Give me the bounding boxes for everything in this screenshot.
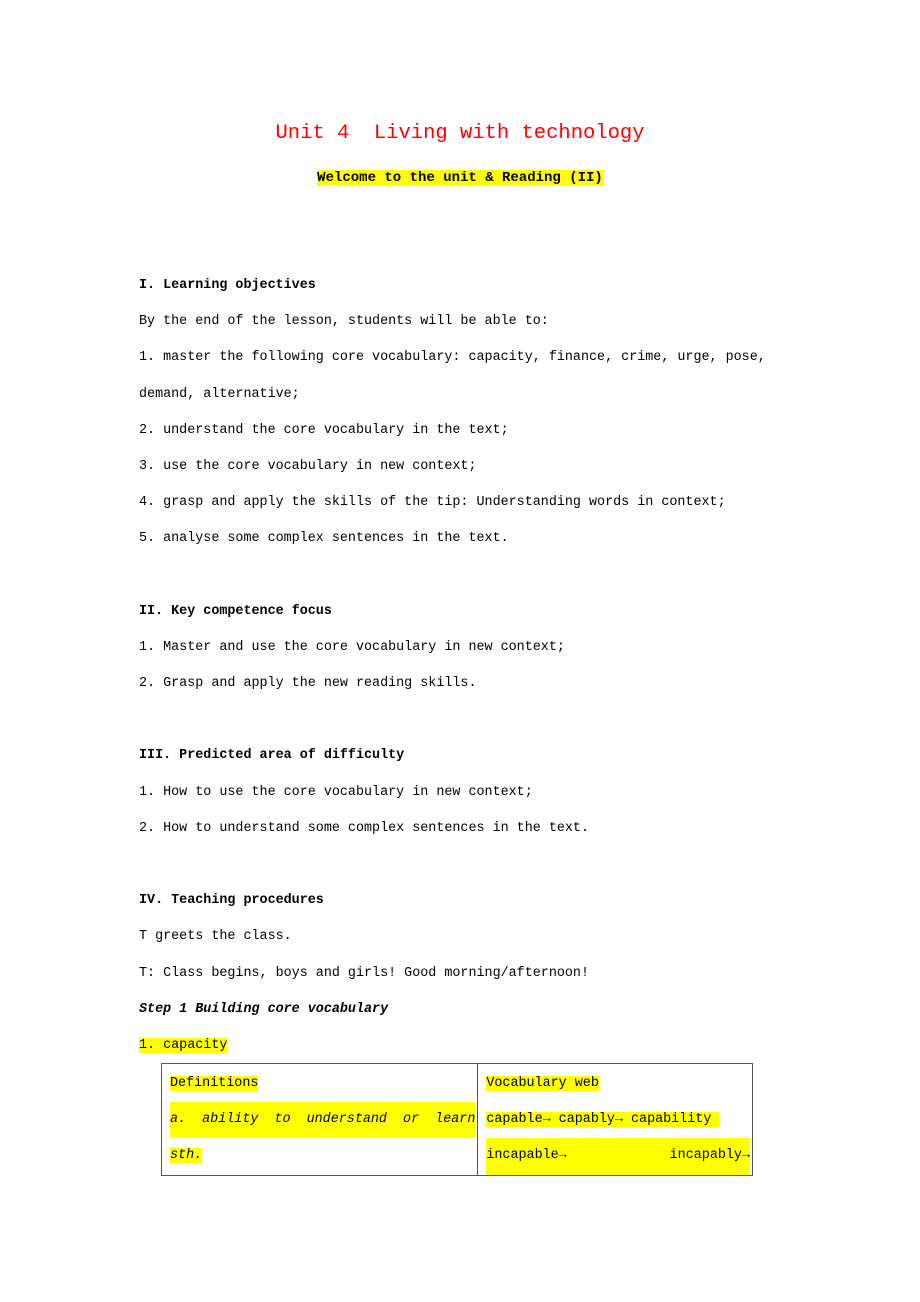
list-item: demand, alternative; [139, 386, 300, 402]
vocabulary-web-cell [478, 1064, 753, 1176]
paragraph: By the end of the lesson, students will be able to: [139, 314, 549, 330]
list-item: 3. use the core vocabulary in new context; [139, 458, 477, 474]
vocabulary-web-header: Vocabulary web [486, 1076, 599, 1091]
vocabulary-table [161, 1063, 753, 1176]
vocab-item: 1. capacity [139, 1037, 228, 1053]
word-family-row-2 [486, 1138, 750, 1174]
document-title: Unit 4 Living with technology [275, 122, 645, 145]
list-item: 1. How to use the core vocabulary in new context; [139, 784, 533, 800]
list-item: 2. Grasp and apply the new reading skills. [139, 676, 477, 692]
list-item: 4. grasp and apply the skills of the tip: Understanding words in context; [139, 495, 726, 511]
section-heading: IV. Teaching procedures [139, 893, 324, 909]
definition-a: a. ability to understand or learn [170, 1102, 475, 1138]
paragraph: T greets the class. [139, 929, 292, 945]
section-heading: III. Predicted area of difficulty [139, 748, 405, 764]
section-heading: II. Key competence focus [139, 603, 332, 619]
word-family-row-1: capable→ capably→ capability [486, 1112, 720, 1128]
list-item: 1. master the following core vocabulary: capacity, finance, crime, urge, pose, [139, 350, 766, 366]
list-item: 5. analyse some complex sentences in the text. [139, 531, 509, 547]
definitions-cell [162, 1064, 478, 1176]
definitions-header: Definitions [170, 1076, 259, 1091]
word-incapably: incapably→ [669, 1148, 750, 1164]
section-heading: I. Learning objectives [139, 278, 316, 293]
list-item: 2. understand the core vocabulary in the text; [139, 422, 509, 438]
definition-a-cont: sth. [170, 1148, 203, 1164]
document-subtitle [0, 168, 920, 186]
list-item: 2. How to understand some complex sentences in the text. [139, 820, 589, 836]
list-item: 1. Master and use the core vocabulary in new context; [139, 639, 565, 655]
document-body [139, 268, 789, 1064]
step-heading: Step 1 Building core vocabulary [139, 1001, 389, 1017]
paragraph: T: Class begins, boys and girls! Good morning/afternoon! [139, 965, 589, 981]
subtitle-text: Welcome to the unit & Reading (II) [317, 170, 603, 186]
word-incapable: incapable→ [486, 1148, 567, 1164]
